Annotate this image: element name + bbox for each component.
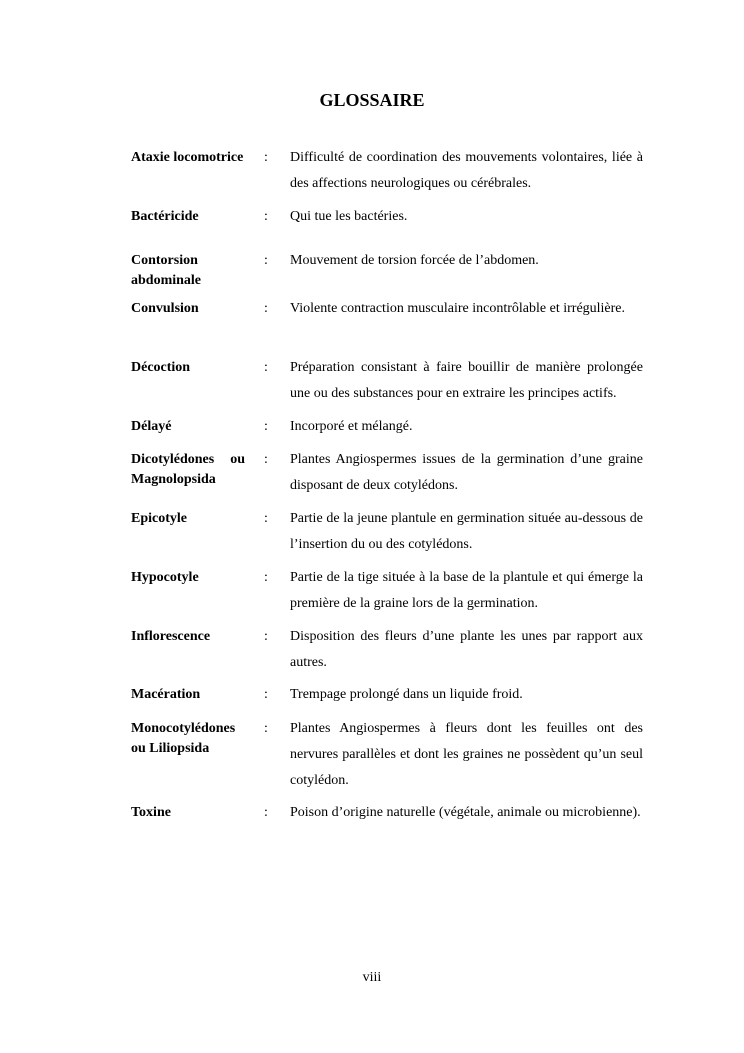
separator: : — [264, 721, 268, 736]
separator: : — [264, 301, 268, 316]
term: Epicotyle — [131, 511, 187, 526]
separator: : — [264, 150, 268, 165]
page-title: GLOSSAIRE — [319, 90, 425, 110]
definition: Trempage prolongé dans un liquide froid. — [290, 687, 523, 702]
separator: : — [264, 570, 268, 585]
definition: Plantes Angiospermes à fleurs dont les feuilles ont des nervures parallèles et dont les graines ne possèdent qu’un seul cotylédon. — [290, 721, 643, 788]
definition: Partie de la tige située à la base de la plantule et qui émerge la première de la graine lors de la germination. — [290, 570, 643, 611]
separator: : — [264, 452, 268, 467]
term: Dicotylédones ou Magnolopsida — [131, 452, 245, 487]
term: Contorsion abdominale — [131, 253, 202, 288]
term: Toxine — [131, 805, 171, 820]
definition: Plantes Angiospermes issues de la germination d’une graine disposant de deux cotylédons. — [290, 452, 643, 493]
separator: : — [264, 209, 268, 224]
term: Convulsion — [131, 301, 199, 316]
term: Inflorescence — [131, 629, 211, 644]
definition: Difficulté de coordination des mouvements volontaires, liée à des affections neurologiques ou cérébrales. — [290, 150, 643, 191]
definition: Préparation consistant à faire bouillir de manière prolongée une ou des substances pour en extraire les principes actifs. — [290, 360, 643, 401]
page-number: viii — [362, 970, 382, 985]
term: Décoction — [131, 360, 191, 375]
definition: Qui tue les bactéries. — [290, 209, 408, 224]
separator: : — [264, 253, 268, 268]
separator: : — [264, 805, 268, 820]
definition: Partie de la jeune plantule en germination située au-dessous de l’insertion du ou des cotylédons. — [290, 511, 643, 552]
definition: Mouvement de torsion forcée de l’abdomen. — [290, 253, 539, 268]
definition: Disposition des fleurs d’une plante les unes par rapport aux autres. — [290, 629, 643, 670]
definition: Poison d’origine naturelle (végétale, animale ou microbienne). — [290, 805, 641, 820]
term: Macération — [131, 687, 201, 702]
definition: Violente contraction musculaire incontrôlable et irrégulière. — [290, 301, 626, 316]
term: Ataxie locomotrice — [131, 150, 244, 165]
term: Délayé — [131, 419, 172, 434]
term: Bactéricide — [131, 209, 199, 224]
separator: : — [264, 419, 268, 434]
definition: Incorporé et mélangé. — [290, 419, 413, 434]
separator: : — [264, 687, 268, 702]
separator: : — [264, 360, 268, 375]
term: Hypocotyle — [131, 570, 199, 585]
separator: : — [264, 629, 268, 644]
term: Monocotylédones ou Liliopsida — [131, 721, 236, 756]
separator: : — [264, 511, 268, 526]
